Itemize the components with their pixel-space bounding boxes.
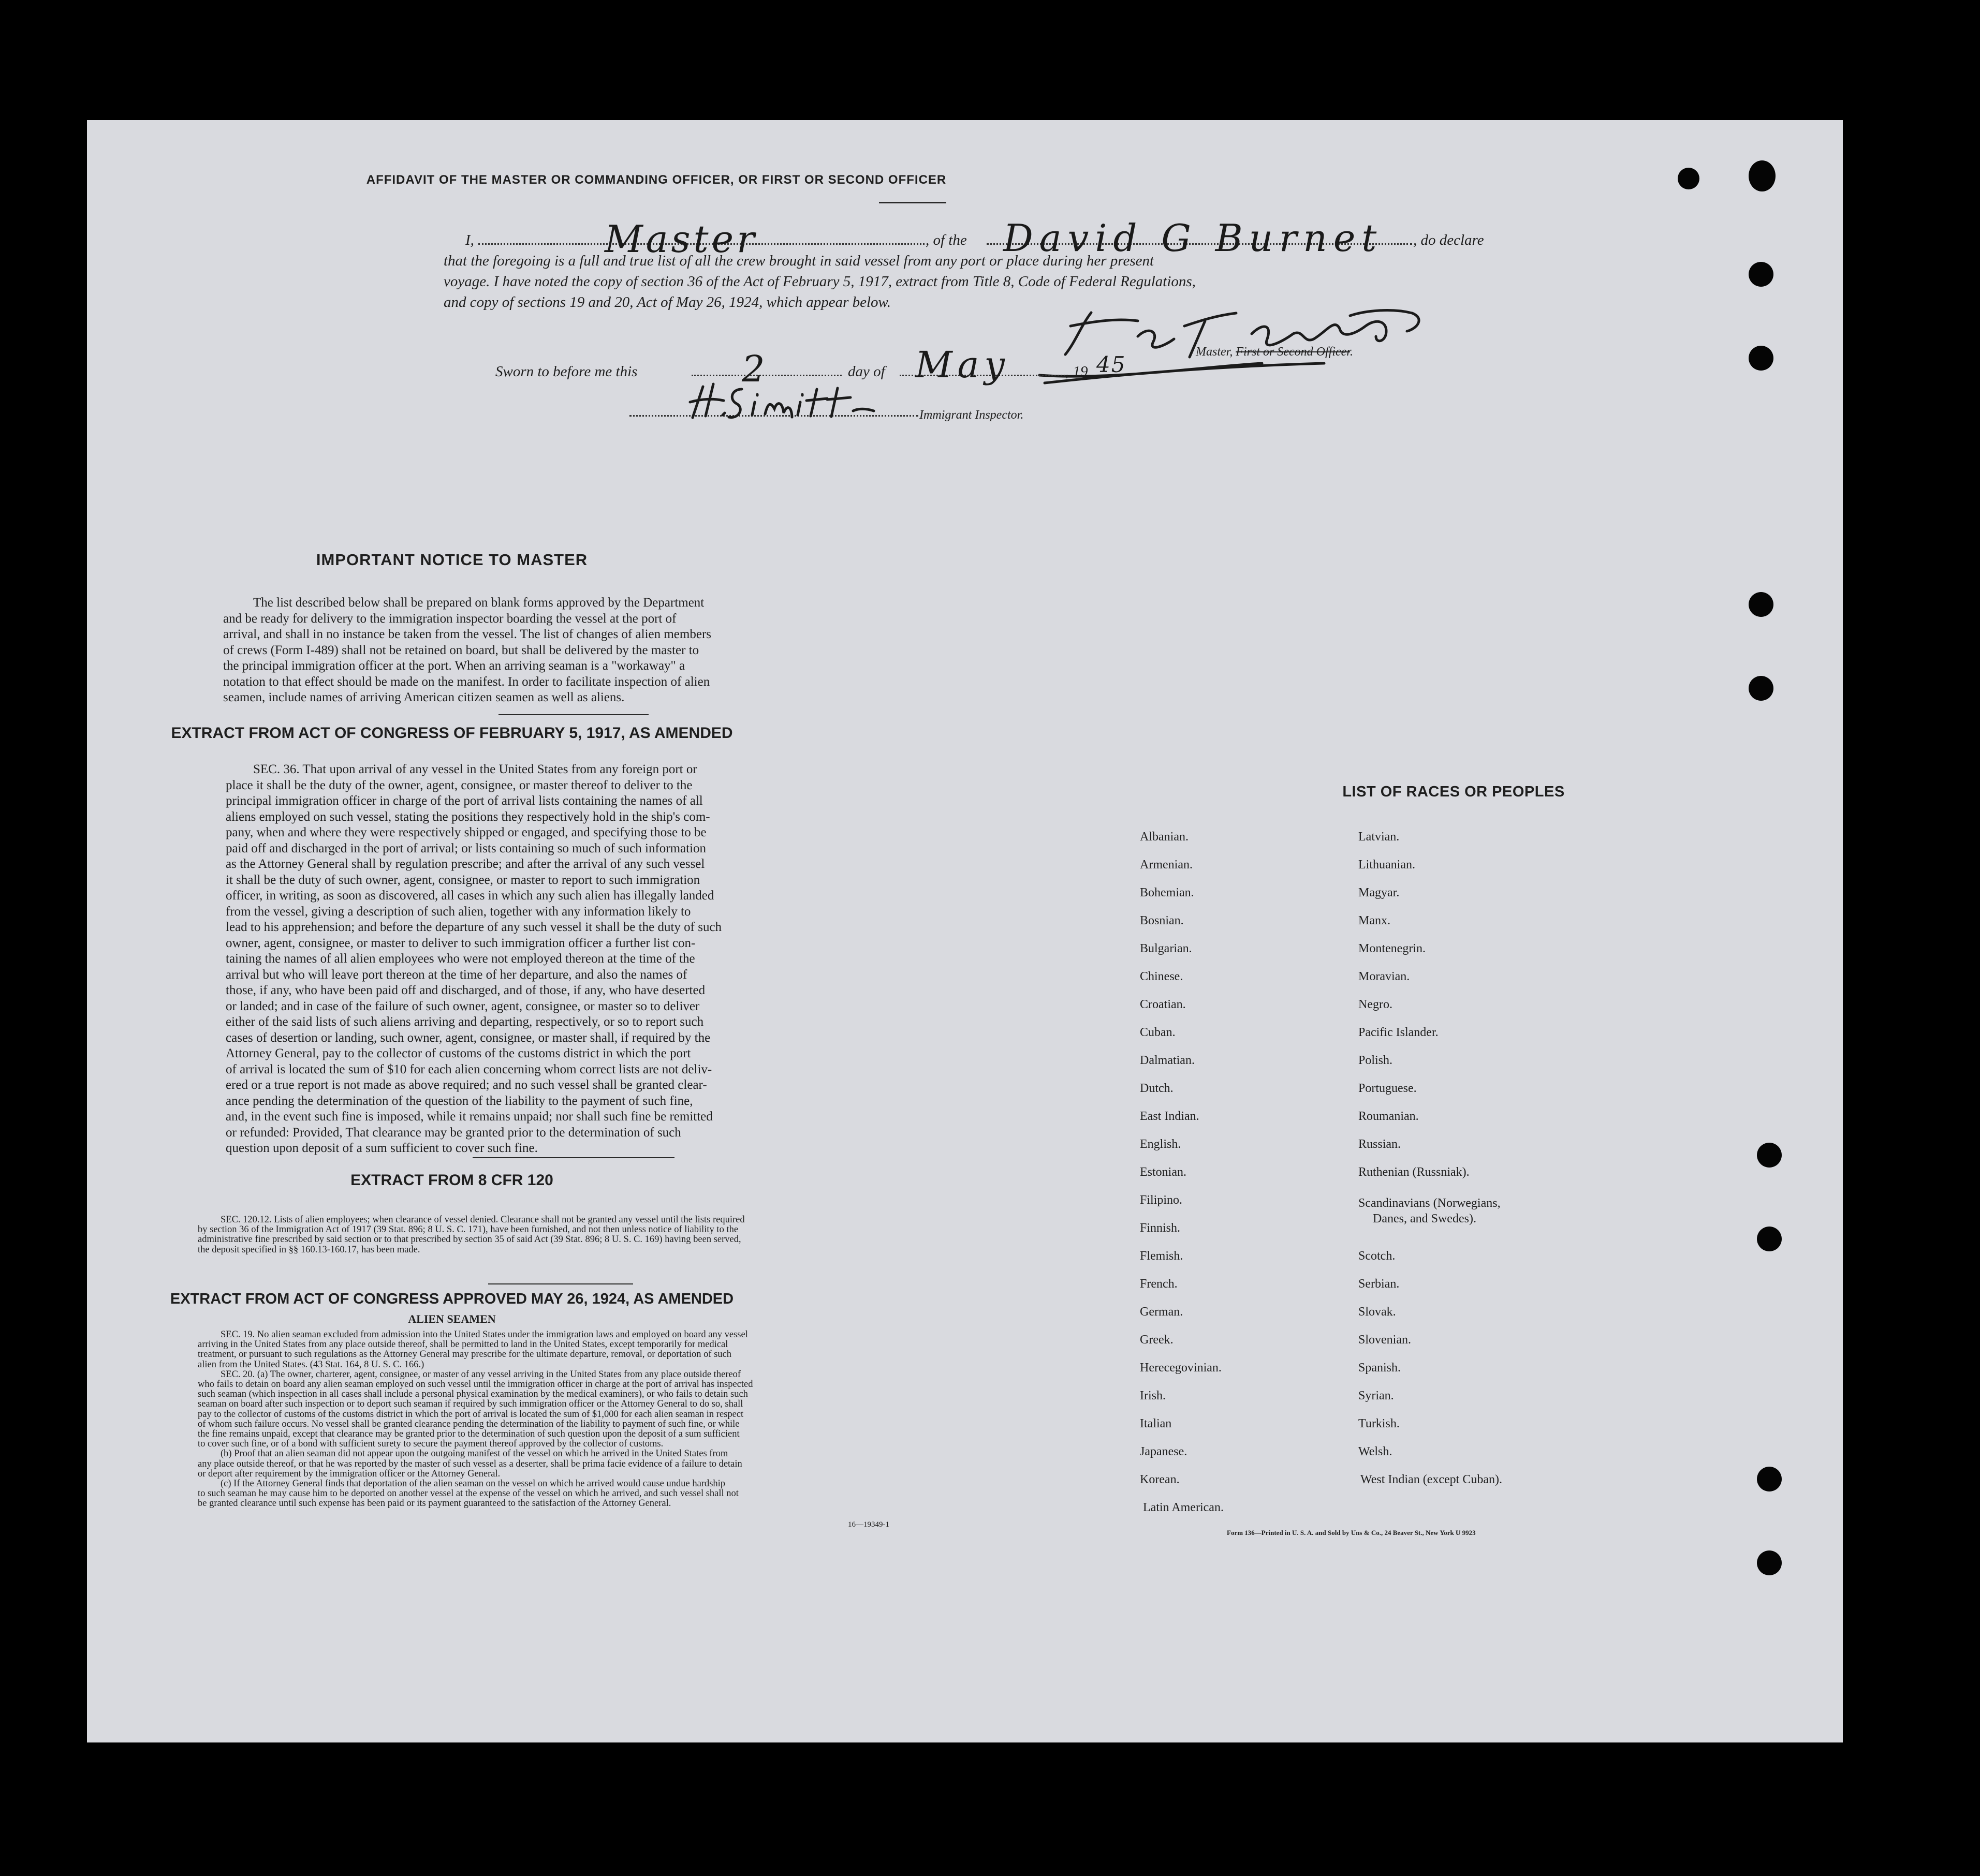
sec19-line: SEC. 19. No alien seaman excluded from admission into the United States under the immigration laws and employed on board any vessel: [221, 1330, 748, 1340]
punch-hole: [1757, 1467, 1782, 1491]
race-item: Bosnian.: [1140, 914, 1184, 927]
sec36-line: taining the names of all alien employees who were not employed thereon at the time of the: [226, 952, 695, 966]
race-item: Scotch.: [1358, 1249, 1396, 1263]
race-item: Slovak.: [1358, 1305, 1396, 1319]
race-item: Chinese.: [1140, 970, 1183, 983]
race-item: Filipino.: [1140, 1193, 1183, 1207]
punch-hole: [1749, 346, 1773, 371]
race-item: Polish.: [1358, 1054, 1393, 1067]
punch-hole: [1749, 262, 1773, 287]
sec36-line: and, in the event such fine is imposed, while it remains unpaid; nor shall such fine be remitted: [226, 1110, 713, 1124]
sec36-line: ance pending the determination of the question of the liability to the payment of such fine,: [226, 1094, 693, 1108]
sec20-line: any place outside thereof, or that he was reported by the master of such vessel as a deserter, shall be prima facie evidence of a failure to detain: [198, 1458, 742, 1469]
sec20-line: who fails to detain on board any alien seaman employed on such vessel until the immigration officer in charge at the port of arrival has inspected: [198, 1379, 753, 1390]
race-item: Japanese.: [1140, 1445, 1187, 1458]
race-item: Bulgarian.: [1140, 942, 1192, 955]
races-title: LIST OF RACES OR PEOPLES: [1342, 784, 1565, 800]
race-item: Pacific Islander.: [1358, 1026, 1439, 1039]
race-item: Portuguese.: [1358, 1082, 1417, 1095]
race-item: French.: [1140, 1277, 1178, 1291]
handwritten-name: Master: [605, 217, 758, 261]
sec36-line: lead to his apprehension; and before the departure of any such vessel it shall be the duty of such: [226, 920, 722, 934]
race-item: Negro.: [1358, 998, 1392, 1011]
race-item: Welsh.: [1358, 1445, 1392, 1458]
punch-hole: [1749, 160, 1776, 191]
race-item: Serbian.: [1358, 1277, 1400, 1291]
race-item: Lithuanian.: [1358, 858, 1415, 871]
notice-title: IMPORTANT NOTICE TO MASTER: [316, 551, 588, 569]
race-item: Dutch.: [1140, 1082, 1174, 1095]
sec36-line: paid off and discharged in the port of arrival; or lists containing so much of such information: [226, 841, 707, 855]
sec36-line: question upon deposit of a sum sufficient to cover such fine.: [226, 1141, 538, 1155]
cfr-rule: [488, 1283, 633, 1284]
race-item: Scandinavians (Norwegians,: [1358, 1196, 1501, 1210]
sec36-line: cases of desertion or landing, such owner, agent, consignee, or master shall, if required by the: [226, 1030, 711, 1045]
sec20-line: such seaman (which inspection in all cases shall include a personal physical examination by the medical examiners), or who fails to detain such: [198, 1389, 748, 1400]
declare-end: , do declare: [1413, 232, 1484, 248]
race-item: Dalmatian.: [1140, 1054, 1195, 1067]
punch-hole: [1678, 168, 1699, 189]
race-item: Montenegrin.: [1358, 942, 1426, 955]
sec20-line: the fine remains unpaid, except that clearance may be granted prior to the determination of such question upon the deposit of a sum sufficient: [198, 1429, 740, 1440]
sec20-line: (b) Proof that an alien seaman did not appear upon the outgoing manifest of the vessel on which he arrived in the United States from: [221, 1449, 728, 1459]
cfr-title: EXTRACT FROM 8 CFR 120: [350, 1172, 553, 1189]
sec36-line: it shall be the duty of such owner, agent, consignee, or master to report to such immigration: [226, 873, 700, 887]
sec36-line: officer, in writing, as soon as discovered, all cases in which any such alien has illegally landed: [226, 889, 714, 903]
declare-line-3: voyage. I have noted the copy of section 36 of the Act of February 5, 1917, extract from Title 8, Code of Federal Regulations,: [444, 273, 1196, 290]
race-item: Magyar.: [1358, 886, 1400, 899]
sec36-line: arrival but who will leave port thereon at the time of her departure, and also the names of: [226, 967, 687, 982]
declare-line-4: and copy of sections 19 and 20, Act of May 26, 1924, which appear below.: [444, 294, 891, 311]
sec36-line: aliens employed on such vessel, stating the positions they respectively hold in the ship's com-: [226, 809, 710, 824]
race-item: Bohemian.: [1140, 886, 1194, 899]
inspector-signature: [682, 379, 900, 425]
race-item: East Indian.: [1140, 1110, 1199, 1123]
race-item: Flemish.: [1140, 1249, 1183, 1263]
printer-imprint: Form 136—Printed in U. S. A. and Sold by Uns & Co., 24 Beaver St., New York U 9923: [1227, 1529, 1476, 1537]
handwritten-month: May: [915, 344, 1010, 386]
cfr-body: [198, 1215, 910, 1255]
sec19-line: alien from the United States. (43 Stat. 164, 8 U. S. C. 166.): [198, 1359, 424, 1370]
race-item: Italian: [1140, 1417, 1172, 1430]
cfr-line: SEC. 120.12. Lists of alien employees; when clearance of vessel denied. Clearance shall not be granted any vessel until the lists required: [221, 1215, 745, 1225]
race-item: Latvian.: [1358, 830, 1400, 844]
sec20-line: to such seaman he may cause him to be deported on another vessel at the expense of the vessel on which he arrived, and such vessel shall not: [198, 1488, 739, 1499]
sec20-line: SEC. 20. (a) The owner, charterer, agent, consignee, or master of any vessel arriving in the United States from any place outside thereof: [221, 1369, 741, 1380]
day-of-label: day of: [848, 363, 885, 380]
race-item: Moravian.: [1358, 970, 1410, 983]
form-code: 16—19349-1: [848, 1520, 889, 1529]
race-item: Herecegovinian.: [1140, 1361, 1222, 1375]
race-item: Latin American.: [1143, 1501, 1224, 1514]
notice-line: notation to that effect should be made on the manifest. In order to facilitate inspection of alien: [223, 674, 710, 689]
race-item: Syrian.: [1358, 1389, 1394, 1402]
struck-officer-text: First or Second Officer: [1236, 345, 1350, 359]
sec20-line: be granted clearance until such expense has been paid or its payment guaranteed to the satisfaction of the Attorney General.: [198, 1498, 671, 1509]
race-item: Danes, and Swedes).: [1373, 1212, 1476, 1225]
inspector-caption: Immigrant Inspector.: [919, 408, 1024, 422]
sworn-label: Sworn to before me this: [495, 363, 638, 380]
race-item: Cuban.: [1140, 1026, 1176, 1039]
race-item: Turkish.: [1358, 1417, 1400, 1430]
race-item: Ruthenian (Russniak).: [1358, 1165, 1470, 1179]
race-item: Armenian.: [1140, 858, 1193, 871]
sec36-line: SEC. 36. That upon arrival of any vessel in the United States from any foreign port or: [253, 762, 697, 776]
sec36-line: those, if any, who have been paid off and discharged, and of those, if any, who have deserted: [226, 983, 706, 997]
sec36-line: ered or a true report is not made as above required; and no such vessel shall be granted clear-: [226, 1078, 707, 1092]
race-item: German.: [1140, 1305, 1183, 1319]
sec36-line: of arrival is located the sum of $10 for each alien concerning whom correct lists are not deliv-: [226, 1062, 712, 1076]
punch-hole: [1749, 592, 1773, 617]
race-item: Estonian.: [1140, 1165, 1186, 1179]
handwritten-day: 2: [742, 348, 768, 390]
notice-line: The list described below shall be prepared on blank forms approved by the Department: [253, 596, 705, 610]
cfr-line: the deposit specified in §§ 160.13-160.17, has been made.: [198, 1244, 420, 1255]
sec20-line: pay to the collector of customs of the customs district in which the port of arrival is located the sum of $1,000 for each alien seaman in respect: [198, 1409, 744, 1420]
handwritten-vessel: David G Burnet: [1003, 216, 1383, 260]
race-item: English.: [1140, 1138, 1181, 1151]
title-rule: [879, 202, 946, 203]
document-page: [87, 120, 1843, 1742]
sec19-line: arriving in the United States from any place outside thereof, shall be permitted to land in the United States, except temporarily for medical: [198, 1339, 728, 1350]
declare-i: I,: [465, 232, 474, 248]
race-item: Slovenian.: [1358, 1333, 1411, 1347]
sec36-line: or refunded: Provided, That clearance may be granted prior to the determination of such: [226, 1125, 681, 1140]
sec20-line: or deport after requirement by the immigration officer or the Attorney General.: [198, 1468, 501, 1479]
notice-line: and be ready for delivery to the immigration inspector boarding the vessel at the port of: [223, 611, 677, 626]
declare-line-2: that the foregoing is a full and true list of all the crew brought in said vessel from any port or place during her present: [444, 253, 1154, 269]
race-item: Finnish.: [1140, 1221, 1181, 1235]
punch-hole: [1749, 676, 1773, 701]
punch-hole: [1757, 1550, 1782, 1575]
year-prefix: , 19: [1065, 363, 1088, 380]
sec36-line: from the vessel, giving a description of such alien, together with any information likely to: [226, 904, 691, 919]
race-item: Manx.: [1358, 914, 1390, 927]
punch-hole: [1757, 1227, 1782, 1251]
race-item: Irish.: [1140, 1389, 1166, 1402]
declare-of-the: , of the: [926, 232, 967, 248]
notice-line: the principal immigration officer at the port. When an arriving seaman is a "workaway" a: [223, 659, 685, 673]
sec36-line: principal immigration officer in charge of the port of arrival lists containing the names of all: [226, 794, 703, 808]
sec20-line: (c) If the Attorney General finds that deportation of the alien seaman on the vessel on which he arrived would cause undue hardship: [221, 1479, 726, 1489]
sec36-line: owner, agent, consignee, or master to deliver to such immigration officer a further list con-: [226, 936, 696, 950]
extract-1917-rule: [473, 1157, 674, 1158]
notice-body: [223, 595, 900, 706]
notice-line: arrival, and shall in no instance be taken from the vessel. The list of changes of alien members: [223, 627, 711, 641]
master-caption: Master, First or Second Officer.: [1196, 345, 1353, 359]
sec36-line: either of the said lists of such aliens arriving and departing, respectively, or so to report such: [226, 1015, 704, 1029]
cfr-line: administrative fine prescribed by said section or to that prescribed by section 35 of said Act (39 Stat. 896; 8 U. S. C. 169) having been served,: [198, 1234, 741, 1245]
race-item: Russian.: [1358, 1138, 1401, 1151]
notice-line: of crews (Form I-489) shall not be retained on board, but shall be delivered by the master to: [223, 643, 699, 657]
handwritten-year: 45: [1096, 352, 1126, 377]
race-item: Spanish.: [1358, 1361, 1401, 1375]
sec19-line: treatment, or pursuant to such regulations as the Attorney General may prescribe for the ultimate departure, removal, or deportation of such: [198, 1349, 732, 1360]
notice-line: seamen, include names of arriving American citizen seamen as well as aliens.: [223, 690, 625, 704]
extract-1924-title: EXTRACT FROM ACT OF CONGRESS APPROVED MAY 26, 1924, AS AMENDED: [170, 1291, 734, 1307]
sec36-line: or landed; and in case of the failure of such owner, agent, consignee, or master so to deliver: [226, 999, 700, 1013]
race-item: West Indian (except Cuban).: [1360, 1473, 1502, 1486]
alien-seamen-subtitle: ALIEN SEAMEN: [408, 1312, 496, 1325]
punch-hole: [1757, 1143, 1782, 1168]
race-item: Greek.: [1140, 1333, 1174, 1347]
extract-1924-body: [198, 1330, 910, 1509]
extract-1917-body: [226, 762, 900, 1157]
sec36-line: place it shall be the duty of the owner, agent, consignee, or master thereof to deliver to the: [226, 778, 693, 792]
sec20-line: of whom such failure occurs. No vessel shall be granted clearance pending the determination of the liability to payment of such fine, or while: [198, 1419, 740, 1429]
race-item: Croatian.: [1140, 998, 1186, 1011]
sec36-line: Attorney General, pay to the collector of customs of the customs district in which the port: [226, 1046, 691, 1060]
sec36-line: as the Attorney General shall by regulation prescribe; and after the arrival of any such vessel: [226, 857, 705, 871]
race-item: Roumanian.: [1358, 1110, 1419, 1123]
sec36-line: pany, when and where they were respectively shipped or engaged, and specifying those to be: [226, 825, 707, 839]
notice-rule: [498, 714, 649, 715]
race-item: Albanian.: [1140, 830, 1189, 844]
sec20-line: seaman on board after such inspection or to deport such seaman if required by such immigration officer or the Attorney General to do so, shall: [198, 1399, 743, 1410]
race-item: Korean.: [1140, 1473, 1180, 1486]
affidavit-title: AFFIDAVIT OF THE MASTER OR COMMANDING OFFICER, OR FIRST OR SECOND OFFICER: [366, 173, 947, 187]
cfr-line: by section 36 of the Immigration Act of 1917 (39 Stat. 896; 8 U. S. C. 171), have been furnished, and not then unless notice of liability to the: [198, 1224, 739, 1235]
extract-1917-title: EXTRACT FROM ACT OF CONGRESS OF FEBRUARY 5, 1917, AS AMENDED: [171, 725, 733, 742]
sec20-line: to cover such fine, or of a bond with sufficient surety to secure the payment thereof approved by the collector of customs.: [198, 1439, 664, 1450]
